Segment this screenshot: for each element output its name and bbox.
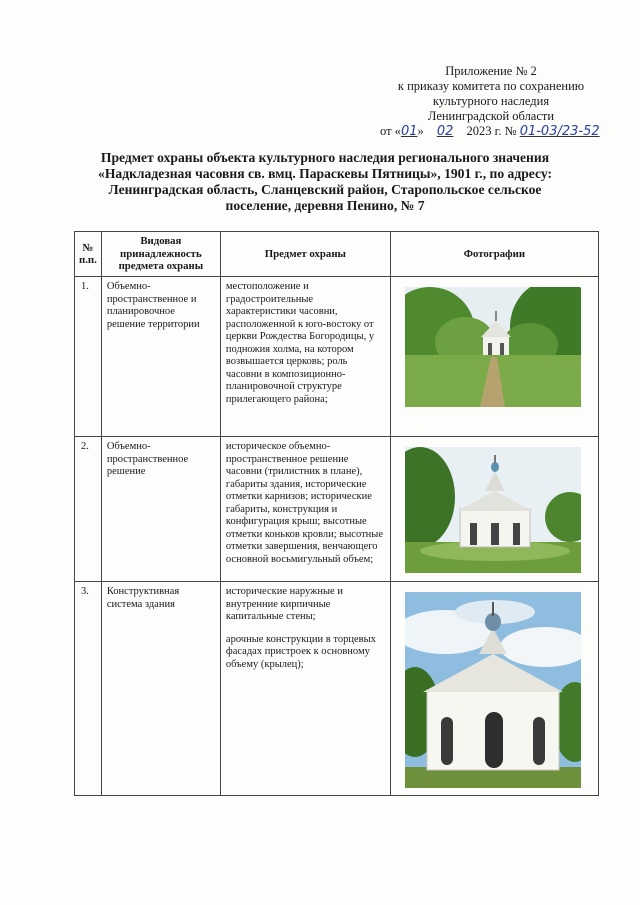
table-row xyxy=(75,437,599,582)
date-mid: » xyxy=(417,124,427,138)
row-subject-part-a: исторические наружные и внутренние кирпичные капитальные стены; xyxy=(225,586,343,622)
row-type: Конструктивная система здания xyxy=(101,582,220,796)
row-num: 2. xyxy=(75,437,102,582)
title-line-3: Ленинградская область, Сланцевский район, Старопольское сельское xyxy=(108,182,542,197)
row-subject: местоположение и градостроительные характеристики часовни, расположенной к юго-востоку от церкви Рождества Богородицы, у подножия холма, на котором возвышается церковь; роль часовни в композиционно-планировочной структуре прилегающего района; xyxy=(220,277,390,437)
appendix-header xyxy=(360,64,622,139)
table-row xyxy=(75,582,599,796)
row-subject xyxy=(220,582,390,796)
row-type: Объемно-пространственное и планировочное решение территории xyxy=(101,277,220,437)
row-type: Объемно-пространственное решение xyxy=(101,437,220,582)
header-subject: Предмет охраны xyxy=(220,232,390,277)
title-line-2: «Надкладезная часовня св. вмц. Параскевы Пятницы», 1901 г., по адресу: xyxy=(98,166,552,181)
document-title xyxy=(72,150,578,214)
row-photo-cell xyxy=(390,582,598,796)
row-num: 1. xyxy=(75,277,102,437)
date-year: 2023 г. № xyxy=(466,124,517,138)
appendix-region-line: Ленинградской области xyxy=(427,109,555,123)
chapel-landscape-photo xyxy=(405,287,581,407)
appendix-org-line: культурного наследия xyxy=(432,94,550,108)
table-header-row xyxy=(75,232,599,277)
title-line-4: поселение, деревня Пенино, № 7 xyxy=(225,198,425,213)
appendix-date-line xyxy=(360,124,622,139)
row-photo-cell xyxy=(390,277,598,437)
protection-subject-table xyxy=(74,231,599,796)
header-num: № п.п. xyxy=(75,232,102,277)
header-photos: Фотографии xyxy=(390,232,598,277)
appendix-title: Приложение № 2 xyxy=(445,64,537,78)
table-row xyxy=(75,277,599,437)
appendix-order-line: к приказу комитета по сохранению xyxy=(397,79,585,93)
row-subject-part-b: арочные конструкции в торцевых фасадах пристроек к основному объему (крылец); xyxy=(225,633,376,670)
order-number: 01-03/23-52 xyxy=(519,124,600,139)
row-num: 3. xyxy=(75,582,102,796)
title-line-1: Предмет охраны объекта культурного наследия регионального значения xyxy=(100,150,550,165)
date-day: 01 xyxy=(400,124,418,139)
chapel-closeup-photo xyxy=(405,592,581,788)
chapel-photo xyxy=(405,447,581,573)
row-photo-cell xyxy=(390,437,598,582)
date-prefix: от « xyxy=(380,124,401,138)
date-month: 02 xyxy=(436,124,454,139)
row-subject: историческое объемно-пространственное решение часовни (трилистник в плане), габариты здания, исторические отметки карнизов; исторические габариты, конструкция и конфигурация крыш; высотные отметки коньков кровли; высотные отметки завершения, венчающего основной восьмигульный объем; xyxy=(220,437,390,582)
header-type: Видовая принадлежность предмета охраны xyxy=(101,232,220,277)
